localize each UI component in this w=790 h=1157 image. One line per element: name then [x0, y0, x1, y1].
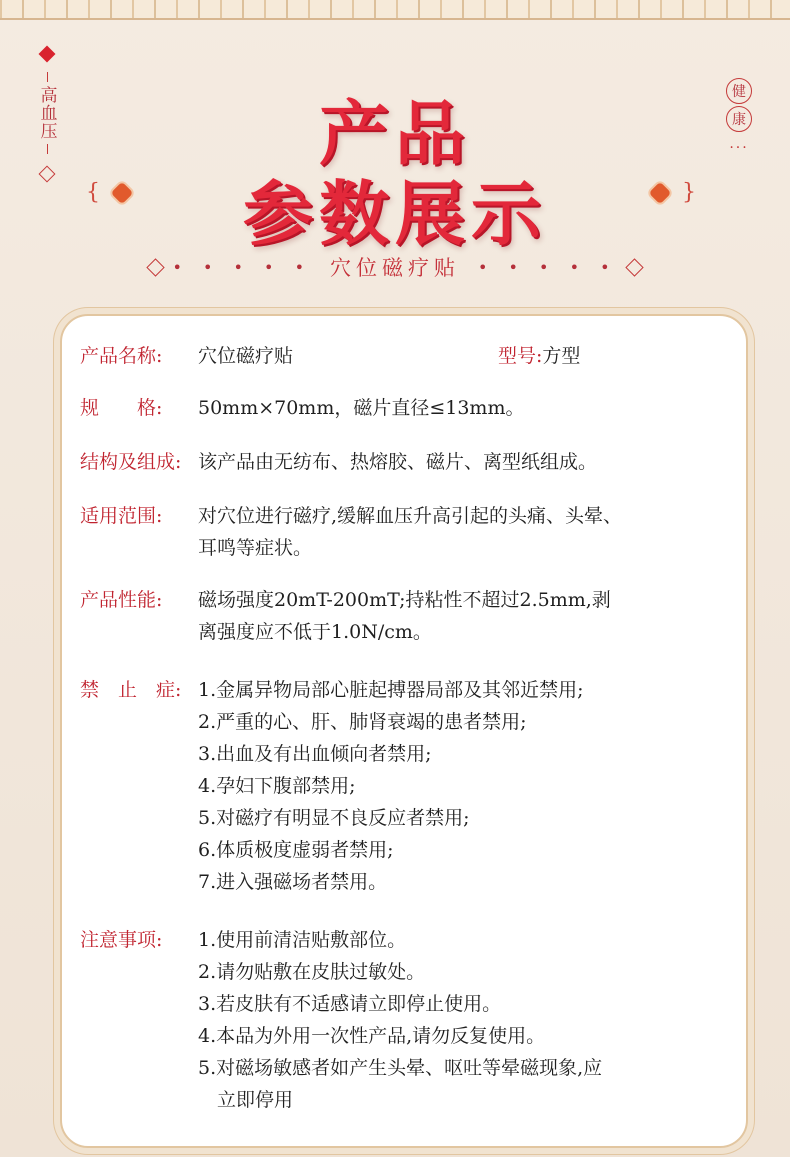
circle-char: 健: [726, 78, 752, 104]
line: 对穴位进行磁疗,缓解血压升高引起的头痛、头晕、: [198, 505, 623, 527]
line: 耳鸣等症状。: [198, 537, 313, 559]
dots-right: • • • • •: [478, 257, 618, 277]
row-model: [498, 340, 580, 372]
list-item: 2.请勿贴敷在皮肤过敏处。: [198, 961, 426, 983]
value-lines: [198, 584, 611, 648]
coin-icon: [649, 181, 672, 204]
brace-right: }: [682, 180, 696, 205]
subtitle: 穴位磁疗贴: [330, 256, 460, 280]
list-item: 1.金属异物局部心脏起搏器局部及其邻近禁用;: [198, 679, 584, 701]
label: 型号:: [498, 345, 543, 367]
ornament-right: [652, 180, 696, 205]
label: 适用范围:: [80, 505, 163, 527]
red-diamond-icon: [39, 46, 56, 63]
row-product-name: [80, 340, 293, 372]
list-item: 2.严重的心、肝、肺肾衰竭的患者禁用;: [198, 711, 527, 733]
page-title-line2: 参数展示: [243, 173, 547, 255]
circle-char: 康: [726, 106, 752, 132]
list-item: 4.孕妇下腹部禁用;: [198, 775, 356, 797]
item-list: [198, 924, 602, 1116]
list-item: 3.出血及有出血倾向者禁用;: [198, 743, 432, 765]
line: 离强度应不低于1.0N/cm。: [198, 621, 432, 643]
row-performance: [80, 584, 611, 648]
top-decorative-border: [0, 0, 790, 20]
label: 结构及组成:: [80, 451, 182, 473]
dots-left: • • • • •: [172, 257, 312, 277]
list-item: 立即停用: [198, 1089, 294, 1111]
outline-diamond-icon: [625, 258, 643, 276]
row-spec: [80, 392, 524, 424]
side-label-left: 高血压: [36, 86, 57, 140]
item-list: [198, 674, 584, 898]
value: 50mm×70mm，磁片直径≤13mm。: [198, 397, 525, 419]
list-item: 4.本品为外用一次性产品,请勿反复使用。: [198, 1025, 546, 1047]
dots-decoration: ...: [729, 136, 749, 152]
list-item: 5.对磁场敏感者如产生头晕、呕吐等晕磁现象,应: [198, 1057, 603, 1079]
value: 该产品由无纺布、热熔胶、磁片、离型纸组成。: [198, 451, 598, 473]
label: 产品性能:: [80, 589, 163, 611]
subtitle-row: [0, 252, 790, 282]
outline-diamond-icon: [147, 258, 165, 276]
value: 穴位磁疗贴: [198, 345, 294, 367]
label: 注意事项:: [80, 929, 163, 951]
row-contraindications: [80, 674, 584, 898]
line: 磁场强度20mT-200mT;持粘性不超过2.5mm,剥: [198, 589, 611, 611]
value: 方型: [542, 345, 581, 367]
label: 禁 止 症:: [80, 679, 182, 701]
row-notes: [80, 924, 602, 1116]
ornament-left: [86, 180, 130, 205]
coin-icon: [111, 181, 134, 204]
list-item: 5.对磁疗有明显不良反应者禁用;: [198, 807, 470, 829]
row-scope: [80, 500, 622, 564]
label: 规 格:: [80, 397, 163, 419]
brace-left: {: [86, 180, 100, 205]
page-title-line1: 产品: [319, 93, 471, 175]
list-item: 1.使用前清洁贴敷部位。: [198, 929, 407, 951]
value-lines: [198, 500, 622, 564]
list-item: 7.进入强磁场者禁用。: [198, 871, 388, 893]
row-structure: [80, 446, 597, 478]
list-item: 3.若皮肤有不适感请立即停止使用。: [198, 993, 502, 1015]
list-item: 6.体质极度虚弱者禁用;: [198, 839, 394, 861]
label: 产品名称:: [80, 345, 163, 367]
